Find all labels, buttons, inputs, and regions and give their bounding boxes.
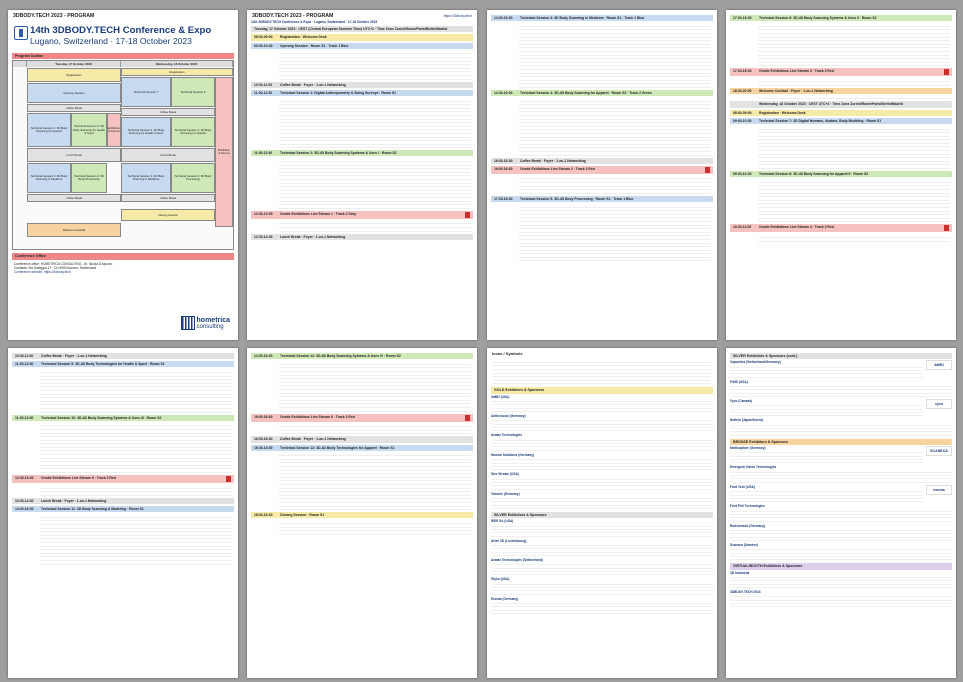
- sponsor-name[interactable]: IEEE SA (USA): [491, 519, 514, 524]
- session-time: 11:00-12:30: [254, 90, 273, 95]
- session-title: Technical Session 5: 3D-4D Body Processing · Room S1 · Track 1 Blue: [520, 196, 634, 201]
- sponsor-name[interactable]: Rodenstock (Germany): [730, 523, 766, 528]
- office-lines: [14, 262, 232, 275]
- session-band: [730, 224, 952, 232]
- paper-line: [758, 96, 950, 100]
- schedule-cell: Coffee Break: [121, 194, 215, 202]
- session-time: 09:00-10:30: [733, 172, 752, 177]
- paper-list: [279, 51, 471, 80]
- session-band: [491, 158, 713, 164]
- pdf-icon[interactable]: [465, 212, 470, 218]
- sponsor-entry: [730, 446, 952, 463]
- schedule-cell: Lunch Break: [27, 148, 121, 162]
- session-band: [251, 90, 473, 96]
- sponsor-name[interactable]: Styku (USA): [491, 577, 510, 582]
- schedule-cell: Coffee Break: [27, 104, 121, 112]
- session-title: Technical Session 4: 3D-4D Body Scanning for Apparel · Room S2 · Track 2 Green: [520, 90, 652, 95]
- session-band: [251, 234, 473, 240]
- sponsor-name[interactable]: Avatar Technologies (Switzerland): [491, 557, 543, 562]
- session-time: 13:30-14:30: [254, 234, 273, 239]
- paper-list: [279, 453, 471, 511]
- paper-list: [758, 179, 950, 222]
- session-title: Coffee Break · Foyer · 1-on-1 Networking: [520, 158, 586, 163]
- session-time: 09:00-10:30: [733, 118, 752, 123]
- sponsor-name[interactable]: Vyco (Canada): [730, 398, 753, 403]
- session-list: [726, 10, 956, 242]
- session-title: Technical Session 1: Digital Anthropometry & Sizing Surveys · Room S1: [280, 90, 397, 95]
- sponsor-name[interactable]: Esoma (Germany): [491, 596, 519, 601]
- paper-list: [40, 423, 232, 473]
- page-program-day2-b: [8, 348, 238, 678]
- session-title: Registration · Welcome Desk: [280, 35, 327, 40]
- paper-list: [758, 78, 950, 85]
- session-title: Onsite Exhibitions Live Stream 6 · Track 3 Red: [280, 414, 355, 419]
- session-title: Technical Session 7: 3D Digital Humans, Avatars, Body Modeling · Room S1: [759, 118, 882, 123]
- session-band: [12, 498, 234, 504]
- sponsor-description-line: [730, 499, 923, 502]
- paper-line: [519, 84, 711, 88]
- session-title: Technical Session 10: 3D-4D Body Scanning Systems & Uses III · Room S2: [41, 415, 162, 420]
- paper-line: [279, 431, 471, 435]
- session-band: [251, 150, 473, 156]
- sponsor-name[interactable]: 3D Industrial: [730, 570, 750, 575]
- session-list: [487, 10, 717, 261]
- day-banner: Tuesday, 17 October 2023 · CEST (Central European Summer Time) UTC+2 · Time Zone Zurich/Rome/Paris/Berlin/Madrid: [251, 26, 473, 32]
- sponsor-logo: esoma: [926, 485, 952, 495]
- session-title: Technical Session 12: 3D-4D Body Scanning Systems & Uses IV · Room S2: [280, 354, 401, 358]
- office-line: Contacts: Via Galeggia 17 · CH-6900 Ascona, Switzerland: [14, 265, 97, 270]
- sponsor-name[interactable]: Nettelo (Japan/Korea): [730, 418, 763, 423]
- sponsor-entry: [730, 524, 952, 541]
- sponsor-description-line: [491, 506, 713, 509]
- sponsor-name[interactable]: Artec 3D (Luxembourg): [491, 538, 527, 543]
- sponsor-entry: [730, 543, 952, 560]
- sponsor-description-line: [491, 409, 713, 412]
- pdf-icon[interactable]: [465, 415, 470, 421]
- sponsor-name[interactable]: Capacitos (Switzerland/Germany): [730, 360, 781, 365]
- session-title: Onsite Exhibitions Live Stream 5 · Track 3 Red: [41, 476, 116, 481]
- conference-office-label: Conference Office: [12, 253, 234, 259]
- paper-line: [758, 219, 950, 223]
- sponsor-name[interactable]: Fit3D (USA): [730, 379, 748, 384]
- sponsor-description-line: [491, 486, 713, 489]
- sponsor-description-line: [491, 533, 713, 536]
- schedule-cell: Closing Session: [121, 209, 215, 221]
- sponsor-name[interactable]: Emergent Vision Technologies: [730, 465, 777, 470]
- sponsor-name[interactable]: Anthroscan (Germany): [491, 413, 526, 418]
- sponsor-entry: [491, 558, 713, 575]
- pdf-icon[interactable]: [226, 476, 231, 482]
- session-title: Onsite Exhibitions Live Stream 4 · Track 3 Red: [759, 225, 834, 230]
- sponsor-description-line: [730, 585, 952, 588]
- program-outline-label: Program Outline: [12, 53, 234, 59]
- session-band: [730, 171, 952, 177]
- session-time: 08:00-09:00: [254, 35, 273, 40]
- session-time: 17:00-18:30: [733, 16, 752, 20]
- schedule-cell: Technical Session 7: [121, 77, 171, 107]
- session-time: 12:30-13:30: [15, 476, 34, 481]
- sponsor-description-line: [491, 428, 713, 431]
- session-title: Technical Session 3: 3D Body Scanning in Medicine · Room S1 · Track 1 Blue: [520, 16, 645, 20]
- session-band: [491, 15, 713, 21]
- sponsor-entry: [730, 485, 952, 502]
- sponsor-name[interactable]: Ford Tech (USA): [730, 484, 755, 489]
- schedule-cell: Technical Session 2: 3D Body Scanning for Health & Sport: [121, 117, 171, 147]
- sponsor-description-line: [730, 518, 952, 521]
- session-band: [251, 353, 473, 359]
- session-band: [491, 90, 713, 96]
- session-title: Onsite Exhibitions Live Stream 2 · Track 3 Red: [520, 166, 595, 171]
- schedule-cell: Technical Session 1: 3D Body Scanning for Apparel: [171, 117, 215, 147]
- schedule-cell: Technical Session 3: 3D Body Scanning in Medicine: [27, 163, 71, 193]
- schedule-grid: [12, 60, 234, 250]
- sponsor-sections: [726, 348, 956, 607]
- sponsor-description-line: [730, 479, 952, 482]
- sponsor-entry: [491, 577, 713, 594]
- session-title: Registration · Welcome Desk: [759, 110, 806, 115]
- pdf-icon[interactable]: [944, 225, 949, 231]
- day2-header: Wednesday, 18 October 2023: [121, 61, 233, 67]
- sponsor-entry: [491, 453, 713, 470]
- sponsor-name[interactable]: Size Stream (USA): [491, 472, 519, 477]
- sponsor-section-header: GOLD Exhibitors & Sponsors: [491, 387, 713, 393]
- schedule-cell: Exhibition & Demos: [107, 113, 121, 147]
- paper-list: [758, 126, 950, 169]
- sponsor-description-line: [491, 553, 713, 556]
- session-time: 18:00-18:30: [254, 513, 273, 518]
- session-time: 08:00-09:00: [733, 110, 752, 115]
- sponsor-description-line: [730, 413, 923, 416]
- paper-list: [519, 204, 711, 262]
- sponsor-logo: SCANECA: [926, 446, 952, 456]
- sponsor-name[interactable]: Scaneca (Sweden): [730, 542, 758, 547]
- paper-list: [758, 23, 950, 66]
- page-subtitle: 14th 3DBODY.TECH Conference & Expo · Lugano, Switzerland · 17-18 October 2023: [251, 20, 378, 25]
- paper-line: [40, 409, 232, 413]
- session-band: [251, 445, 473, 451]
- paper-list: [279, 221, 471, 232]
- session-band: [491, 196, 713, 202]
- time-column-header: [13, 61, 27, 67]
- session-list: [247, 348, 477, 535]
- sponsor-description-line: [491, 611, 713, 614]
- sponsor-name[interactable]: Avatar Technologies: [491, 433, 522, 438]
- sponsor-description-line: [730, 538, 952, 541]
- paper-list: [758, 96, 950, 100]
- cover-title-line1: 14th 3DBODY.TECH Conference & Expo: [30, 25, 212, 37]
- paper-line: [279, 76, 471, 80]
- session-band: [251, 82, 473, 88]
- schedule-cell: Registration: [27, 68, 121, 82]
- session-title: Technical Session 8: 3D-4D Body Scanning for Apparel II · Room S2: [759, 172, 869, 177]
- sponsor-description-line: [491, 591, 713, 594]
- paper-line: [279, 228, 471, 232]
- sponsor-entry: [491, 492, 713, 509]
- sponsor-description-line: [730, 394, 952, 397]
- session-band: [12, 415, 234, 421]
- session-title: Lunch Break · Foyer · 1-on-1 Networking: [41, 498, 107, 503]
- sponsor-description-line: [730, 460, 923, 463]
- session-title: Technical Session 2: 3D-4D Body Scanning Systems & Uses I · Room S2: [280, 151, 397, 156]
- sponsor-section-header: BRONZE Exhibitors & Sponsors: [730, 439, 952, 445]
- session-title: Coffee Break · Foyer · 1-on-1 Networking: [41, 354, 107, 358]
- hometrica-logo: [181, 316, 230, 330]
- office-website-link[interactable]: Conference website: https://3dbody.tech: [14, 270, 71, 275]
- sponsor-entry: [730, 590, 952, 607]
- schedule-cell: Lunch Break: [121, 148, 215, 162]
- session-band: [730, 118, 952, 124]
- session-band: [491, 166, 713, 174]
- schedule-cell: Registration: [121, 68, 233, 76]
- sponsor-entry: [491, 539, 713, 556]
- session-time: 14:30-16:00: [15, 507, 34, 512]
- session-time: 18:30-20:00: [733, 88, 752, 93]
- sponsor-description-line: [730, 557, 952, 560]
- session-time: 09:00-10:30: [254, 43, 273, 48]
- session-time: 10:30-11:00: [254, 82, 273, 87]
- session-title: Onsite Exhibitions Live Stream 1 · Track 2 Gray: [280, 211, 357, 216]
- paper-list: [279, 98, 471, 148]
- sponsor-section-header: SILVER Exhibitors & Sponsors: [491, 512, 713, 518]
- session-time: 17:30-18:30: [733, 69, 752, 74]
- session-band: [12, 475, 234, 483]
- schedule-cell: Technical Session 8: [171, 77, 215, 107]
- schedule-cell: Coffee Break: [121, 108, 215, 116]
- day1-header: Tuesday, 17 October 2023: [27, 61, 121, 67]
- session-title: Lunch Break · Foyer · 1-on-1 Networking: [280, 234, 346, 239]
- office-line: Conference office: HOMETRICA CONSULTING - Dr. Nicola D'Apuzzo: [14, 261, 113, 266]
- sponsor-description-line: [730, 604, 952, 607]
- paper-line: [279, 531, 471, 535]
- cover-title-line2: Lugano, Switzerland · 17-18 October 2023: [30, 36, 192, 47]
- website-link[interactable]: https://3dbody.tech: [443, 14, 472, 18]
- session-time: 13:30-14:30: [15, 498, 34, 503]
- session-band: [730, 88, 952, 94]
- icon-legend: [493, 359, 711, 384]
- sponsor-name[interactable]: 3DBODY.TECH 2024: [730, 589, 761, 594]
- session-time: 14:30-16:00: [494, 16, 513, 20]
- session-band: [251, 43, 473, 49]
- paper-line: [279, 507, 471, 511]
- paper-list: [519, 176, 711, 194]
- sponsor-name[interactable]: Font Phil Technologies: [730, 504, 765, 509]
- paper-line: [279, 145, 471, 149]
- sponsor-sections: [487, 387, 717, 614]
- hometrica-logo-icon: [181, 316, 195, 330]
- sponsor-name[interactable]: Human Solutions (Germany): [491, 452, 535, 457]
- hometrica-logo-sub: consulting: [196, 323, 224, 330]
- hometrica-logo-name: hometrica: [196, 316, 230, 324]
- sponsor-description-line: [491, 447, 713, 450]
- conference-logo-icon: [14, 26, 28, 40]
- sponsor-entry: [491, 519, 713, 536]
- page-program-day2-c: [247, 348, 477, 678]
- page-header: Icons / Symbols: [492, 351, 523, 356]
- sponsor-entry: [491, 433, 713, 450]
- session-time: 16:00-16:30: [254, 437, 273, 442]
- sponsor-description-line: [730, 374, 923, 377]
- session-time: 10:30-11:00: [733, 225, 752, 230]
- session-time: 11:00-12:30: [15, 415, 34, 420]
- schedule-cell: Technical Session 1: 3D Body Scanning for Apparel: [27, 113, 71, 147]
- session-time: 16:00-16:30: [254, 414, 273, 419]
- paper-list: [519, 23, 711, 88]
- page-program-day1-a: [247, 10, 477, 340]
- paper-line: [758, 238, 950, 242]
- paper-line: [758, 82, 950, 86]
- page-exhibitors-b: [726, 348, 956, 678]
- paper-list: [519, 98, 711, 156]
- session-title: Technical Session 9: 3D-4D Body Technologies for Health & Sport · Room S1: [41, 362, 165, 367]
- sponsor-section-header: VIRTUAL/BOOTH Exhibitors & Sponsors: [730, 563, 952, 569]
- session-title: Coffee Break · Foyer · 1-on-1 Networking: [280, 437, 346, 442]
- session-band: [12, 506, 234, 512]
- session-band: [251, 211, 473, 219]
- session-title: Onsite Exhibitions Live Stream 3 · Track 3 Red: [759, 69, 834, 74]
- paper-line: [519, 258, 711, 262]
- session-title: Welcome Cocktail · Foyer · 1-on-1 Networking: [759, 88, 833, 93]
- sponsor-section-header: SILVER Exhibitors & Sponsors (cont.): [730, 353, 952, 359]
- schedule-cell: Coffee Break: [27, 194, 121, 202]
- page-exhibitors-a: [487, 348, 717, 678]
- sponsor-description-line: [491, 572, 713, 575]
- session-band: [251, 436, 473, 442]
- session-time: 17:00-18:30: [494, 196, 513, 201]
- session-list: [247, 34, 477, 239]
- session-time: [733, 102, 759, 106]
- session-title: Technical Session 13: 3D-4D Body Technologies for Apparel · Room S1: [280, 445, 395, 450]
- session-band: [251, 414, 473, 422]
- paper-list: [279, 361, 471, 411]
- paper-list: [40, 485, 232, 496]
- paper-list: [279, 158, 471, 208]
- paper-list: [279, 520, 471, 534]
- session-time: 16:30-18:00: [254, 445, 273, 450]
- session-band: [730, 68, 952, 76]
- sponsor-entry: [491, 597, 713, 614]
- sponsor-entry: [491, 395, 713, 412]
- session-time: 12:30-13:30: [254, 211, 273, 216]
- session-title: Coffee Break · Foyer · 1-on-1 Networking: [280, 82, 346, 87]
- paper-line: [279, 205, 471, 209]
- session-title: Wednesday, 18 October 2023 · CEST UTC+2 · Time Zone Zurich/Rome/Paris/Berlin/Madrid: [759, 102, 903, 107]
- sponsor-entry: [491, 472, 713, 489]
- pdf-icon[interactable]: [944, 69, 949, 75]
- page-cover: [8, 10, 238, 340]
- paper-line: [758, 165, 950, 169]
- sponsor-entry: [730, 504, 952, 521]
- schedule-cell: Technical Session 3: 3D Body Scanning in Medicine: [121, 163, 171, 193]
- sponsor-description-line: [491, 467, 713, 470]
- schedule-cell: Technical Session 4: 3D Body Processing: [71, 163, 107, 193]
- page-program-day1-b: [487, 10, 717, 340]
- cover-title: [14, 23, 232, 48]
- sponsor-logo: 3dMD: [926, 360, 952, 370]
- session-band: [730, 101, 952, 107]
- sponsor-name[interactable]: Medicapture (Germany): [730, 445, 766, 450]
- paper-list: [279, 424, 471, 435]
- paper-line: [519, 190, 711, 194]
- page-header: 3DBODY.TECH 2023 - PROGRAM: [13, 13, 95, 19]
- session-list: [8, 348, 238, 565]
- paper-list: [40, 369, 232, 412]
- paper-line: [279, 408, 471, 412]
- sponsor-entry: [730, 465, 952, 482]
- sponsor-entry: [730, 418, 952, 435]
- session-time: 11:00-12:30: [15, 362, 34, 367]
- paper-list: [40, 514, 232, 564]
- session-band: [730, 110, 952, 116]
- session-title: Technical Session 11: 3D Body Scanning & Modeling · Room S1: [41, 507, 144, 512]
- sponsor-name[interactable]: 3dMD (USA): [491, 394, 510, 399]
- pdf-icon[interactable]: [705, 167, 710, 173]
- session-title: Opening Session · Room S1 · Track 1 Blue: [280, 43, 349, 48]
- session-time: 16:00-16:30: [494, 166, 513, 171]
- paper-list: [758, 234, 950, 241]
- paper-line: [758, 63, 950, 67]
- paper-line: [40, 492, 232, 496]
- schedule-cell: Welcome Cocktail: [27, 223, 121, 237]
- session-band: [251, 34, 473, 40]
- paper-line: [40, 561, 232, 565]
- session-title: Closing Session · Room S1: [280, 513, 325, 518]
- session-time: 11:00-12:30: [254, 151, 273, 156]
- schedule-cell: Technical Session 2: 3D Body Scanning for Health & Sport: [71, 113, 107, 147]
- sponsor-entry: [730, 399, 952, 416]
- session-time: 10:30-11:00: [15, 354, 34, 358]
- paper-line: [40, 469, 232, 473]
- page-header: 3DBODY.TECH 2023 - PROGRAM: [252, 13, 334, 19]
- session-title: Technical Session 6: 3D-4D Body Scanning Systems & Uses II · Room S2: [759, 16, 877, 20]
- session-time: 14:30-16:00: [254, 354, 273, 358]
- sponsor-entry: [730, 360, 952, 377]
- session-time: 14:30-16:00: [494, 90, 513, 95]
- session-band: [730, 15, 952, 21]
- paper-line: [519, 152, 711, 156]
- schedule-cell: Technical Session 4: 3D Body Processing: [171, 163, 215, 193]
- sponsor-entry: [491, 414, 713, 431]
- page-program-day2-a: [726, 10, 956, 340]
- session-time: 16:00-16:30: [494, 158, 513, 163]
- sponsor-description-line: [730, 432, 952, 435]
- sponsor-entry: [730, 571, 952, 588]
- session-band: [251, 512, 473, 518]
- sponsor-entry: [730, 380, 952, 397]
- session-band: [12, 361, 234, 367]
- session-band: [12, 353, 234, 359]
- sponsor-logo: vyco: [926, 399, 952, 409]
- schedule-cell: Exhibition & Demos: [215, 77, 233, 227]
- schedule-cell: Opening Session: [27, 83, 121, 103]
- sponsor-name[interactable]: Vitronic (Germany): [491, 491, 520, 496]
